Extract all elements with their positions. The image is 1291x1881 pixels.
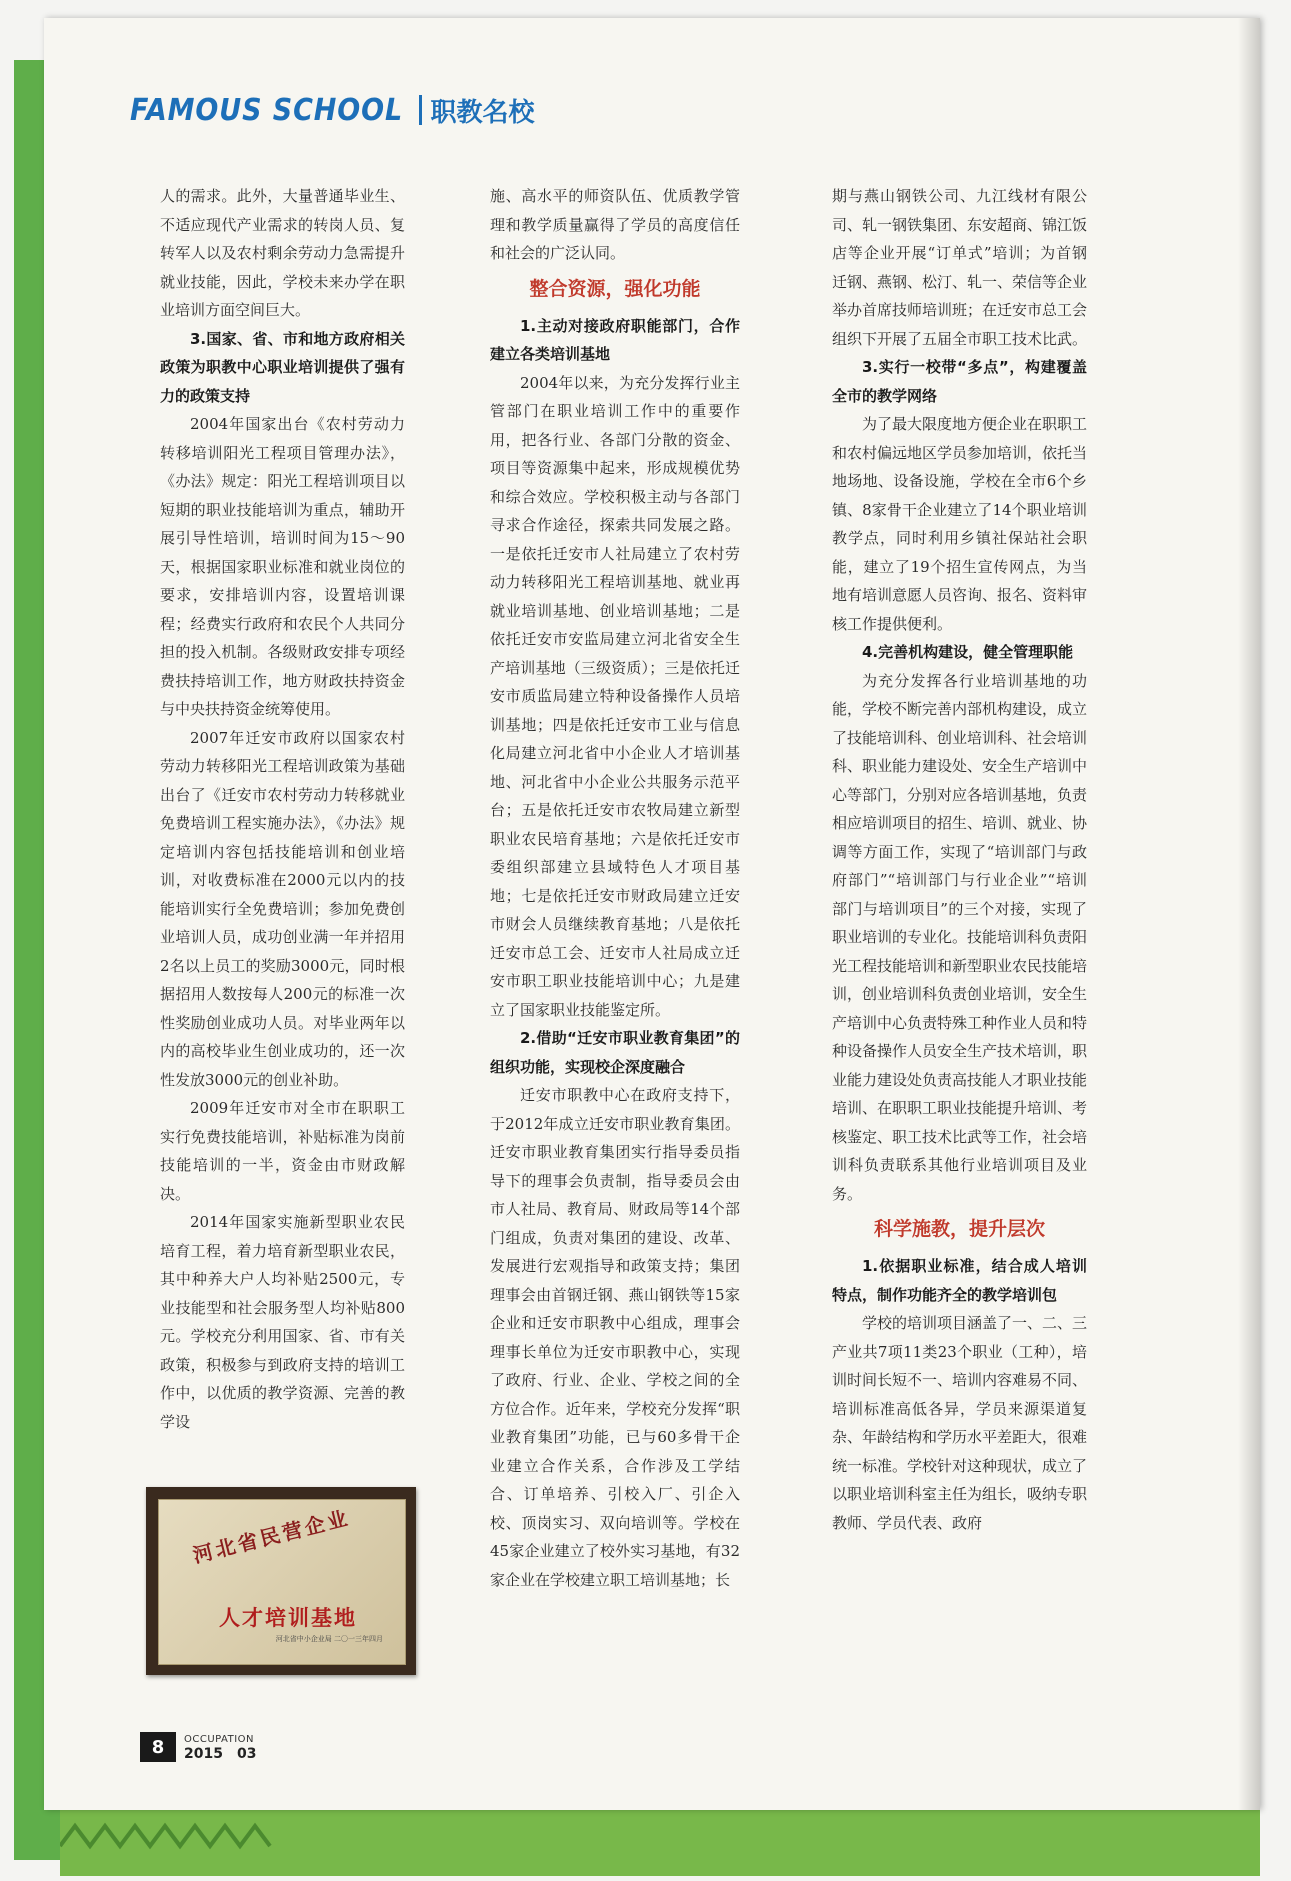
header-chinese: 职教名校 [430, 97, 535, 128]
header-divider [419, 95, 422, 125]
award-plaque-photo [146, 1487, 416, 1675]
header-english: FAMOUS SCHOOL [130, 92, 404, 128]
paragraph: 2007年迁安市政府以国家农村劳动力转移阳光工程培训政策为基础出台了《迁安市农村劳动力转移就业免费培训工程实施办法》，《办法》规定培训内容包括技能培训和创业培训，对收费标准在2000元以内的技能培训实行全免费培训；参加免费创业培训人员，成功创业满一年并招用2名以上员工的奖励3000元，同时根据招用人数按每人200元的标准一次性奖励创业成功人员。对毕业两年以内的高校毕业生创业成功的，还一次性发放3000元的创业补助。 [160, 728, 405, 1089]
paragraph: 人的需求。此外，大量普通毕业生、不适应现代产业需求的转岗人员、复转军人以及农村剩余劳动力急需提升就业技能，因此，学校未来办学在职业培训方面空间巨大。 [160, 187, 405, 319]
paragraph: 为了最大限度地方便企业在职职工和农村偏远地区学员参加培训，依托当地场地、设备设施，学校在全市6个乡镇、8家骨干企业建立了14个职业培训教学点，同时利用乡镇社保站社会职能，建立了19个招生宣传网点，为当地有培训意愿人员咨询、报名、资料审核工作提供便利。 [832, 415, 1088, 633]
paragraph: 迁安市职教中心在政府支持下，于2012年成立迁安市职业教育集团。迁安市职业教育集团实行指导委员指导下的理事会负责制，指导委员会由市人社局、教育局、财政局等14个部门组成，负责对集团的建设、改革、发展进行宏观指导和政策支持；集团理事会由首钢迁钢、燕山钢铁等15家企业和迁安市职教中心组成，理事会理事长单位为迁安市职教中心，实现了政府、行业、企业、学校之间的全方位合作。近年来，学校充分发挥“职业教育集团”功能，已与60多骨干企业建立合作关系，合作涉及工学结合、订单培养、引校入厂、引企入校、顶岗实习、双向培训等。学校在45家企业建立了校外实习基地，有32家企业在学校建立职工培训基地；长 [490, 1086, 740, 1589]
plaque-issuer: 河北省中小企业局 二〇一三年四月 [275, 1635, 383, 1643]
section-heading: 科学施教，提升层次 [873, 1218, 1045, 1240]
subheading: 3.实行一校带“多点”，构建覆盖全市的教学网络 [832, 358, 1087, 405]
column-1 [160, 182, 405, 1436]
paragraph: 2004年以来，为充分发挥行业主管部门在职业培训工作中的重要作用，把各行业、各部门分散的资金、项目等资源集中起来，形成规模优势和综合效应。学校积极主动与各部门寻求合作途径，探索共同发展之路。一是依托迁安市人社局建立了农村劳动力转移阳光工程培训基地、就业再就业培训基地、创业培训基地；二是依托迁安市安监局建立河北省安全生产培训基地（三级资质）；三是依托迁安市质监局建立特种设备操作人员培训基地；四是依托迁安市工业与信息化局建立河北省中小企业人才培训基地、河北省中小企业公共服务示范平台；五是依托迁安市农牧局建立新型职业农民培育基地；六是依托迁安市委组织部建立县域特色人才项目基地；七是依托迁安市财政局建立迁安市财会人员继续教育基地；八是依托迁安市总工会、迁安市人社局成立迁安市职工职业技能培训中心；九是建立了国家职业技能鉴定所。 [490, 373, 740, 1019]
plaque-subtitle: 人才培训基地 [219, 1605, 357, 1630]
paragraph: 2009年迁安市对全市在职职工实行免费技能培训，补贴标准为岗前技能培训的一半，资金由市财政解决。 [160, 1099, 405, 1203]
section-heading: 整合资源，强化功能 [529, 277, 701, 300]
subheading: 4.完善机构建设，健全管理职能 [862, 643, 1074, 661]
paragraph: 2014年国家实施新型职业农民培育工程，着力培育新型职业农民，其中种养大户人均补贴2500元，专业技能型和社会服务型人均补贴800元。学校充分利用国家、省、市有关政策，积极参与到政府支持的培训工作中，以优质的教学资源、完善的教学设 [160, 1213, 405, 1431]
magazine-name: OCCUPATION [184, 1734, 255, 1745]
subheading: 1.主动对接政府职能部门，合作建立各类培训基地 [490, 316, 740, 363]
subheading: 2.借助“迁安市职业教育集团”的组织功能，实现校企深度融合 [490, 1029, 740, 1076]
plaque-face [158, 1499, 406, 1665]
subheading: 3.国家、省、市和地方政府相关政策为职教中心职业培训提供了强有力的政策支持 [160, 329, 405, 405]
magazine-info [184, 1733, 256, 1761]
column-3 [832, 182, 1087, 1537]
paragraph: 期与燕山钢铁公司、九江线材有限公司、轧一钢铁集团、东安超商、锦江饭店等企业开展“订单式”培训；为首钢迁钢、燕钢、松汀、轧一、荣信等企业举办首席技师培训班；在迁安市总工会组织下开展了五届全市职工技术比武。 [832, 187, 1088, 348]
plaque-title: 河北省民营企业 [190, 1505, 353, 1568]
paragraph: 2004年国家出台《农村劳动力转移培训阳光工程项目管理办法》，《办法》规定：阳光工程培训项目以短期的职业技能培训为重点，辅助开展引导性培训，培训时间为15～90天，根据国家职业标准和就业岗位的要求，安排培训内容，设置培训课程；经费实行政府和农民个人共同分担的投入机制。各级财政安排专项经费扶持培训工作，地方财政扶持资金与中央扶持资金统筹使用。 [160, 415, 405, 718]
section-header [130, 80, 534, 140]
subheading: 1.依据职业标准，结合成人培训特点，制作功能齐全的教学培训包 [832, 1257, 1087, 1304]
paragraph: 施、高水平的师资队伍、优质教学管理和教学质量赢得了学员的高度信任和社会的广泛认同。 [490, 187, 740, 262]
issue-number: 2015 03 [184, 1746, 257, 1762]
page-number: 8 [140, 1732, 176, 1762]
paragraph: 为充分发挥各行业培训基地的功能，学校不断完善内部机构建设，成立了技能培训科、创业培训科、社会培训科、职业能力建设处、安全生产培训中心等部门，分别对应各培训基地，负责相应培训项目的招生、培训、就业、协调等方面工作，实现了“培训部门与政府部门”“培训部门与行业企业”“培训部门与培训项目”的三个对接，实现了职业培训的专业化。技能培训科负责阳光工程技能培训和新型职业农民技能培训，创业培训科负责创业培训，安全生产培训中心负责特殊工种作业人员和特种设备操作人员安全生产技术培训，职业能力建设处负责高技能人才职业技能培训、在职职工职业技能提升培训、考核鉴定、职工技术比武等工作，社会培训科负责联系其他行业培训项目及业务。 [832, 671, 1088, 1203]
column-2 [490, 182, 740, 1594]
page-footer [140, 1732, 256, 1762]
paragraph: 学校的培训项目涵盖了一、二、三产业共7项11类23个职业（工种），培训时间长短不一、培训内容难易不同、培训标准高低各异，学员来源渠道复杂、年龄结构和学历水平差距大，很难统一标准。学校针对这种现状，成立了以职业培训科室主任为组长，吸纳专职教师、学员代表、政府 [832, 1314, 1088, 1532]
cover-bottom-strip [60, 1806, 1260, 1876]
